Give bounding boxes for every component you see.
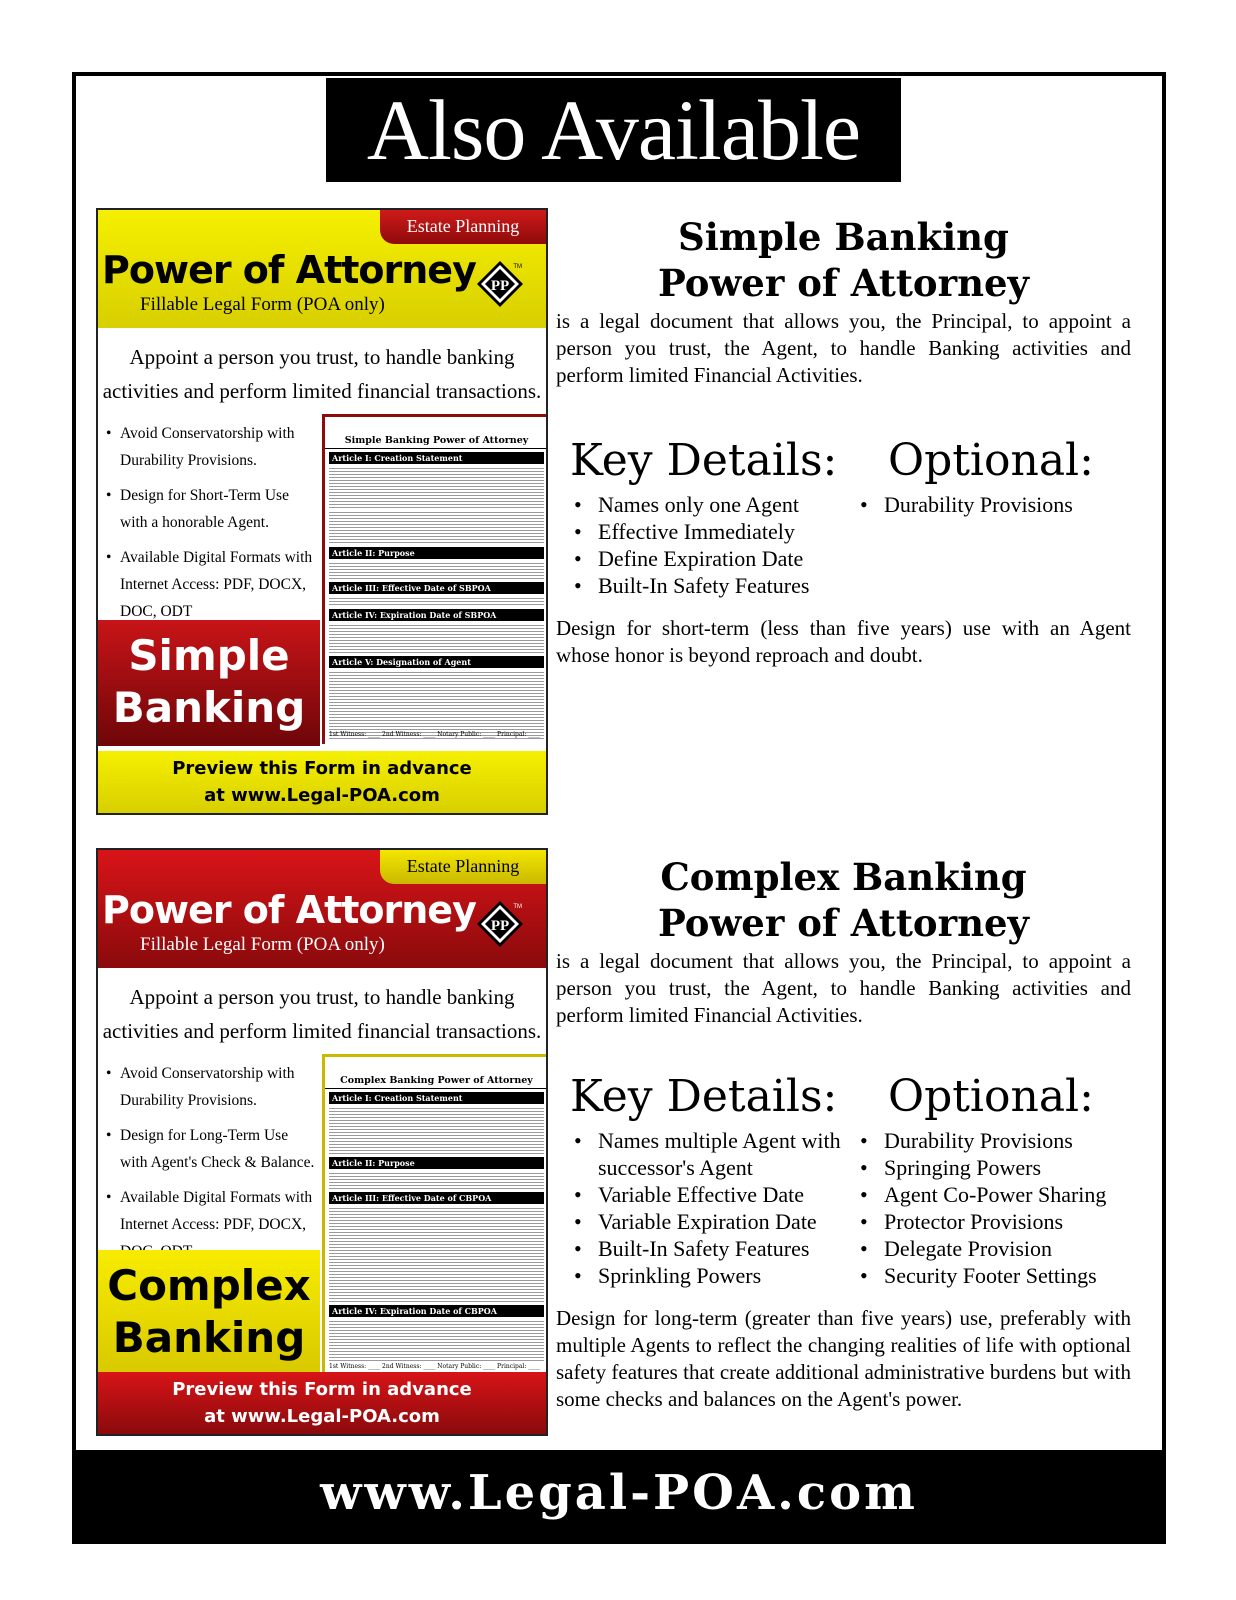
optional-heading: Optional:: [888, 435, 1094, 486]
logo-tm: TM: [513, 264, 522, 270]
key-detail-item: • Sprinkling Powers: [570, 1262, 860, 1289]
logo-tm: TM: [513, 904, 522, 910]
key-detail-item: • Variable Effective Date: [570, 1181, 860, 1208]
preview-text: Preview this Form in advance: [172, 1379, 472, 1400]
logo-text: PP: [490, 278, 510, 294]
footer-url-link[interactable]: www.Legal-POA.com: [76, 1450, 1162, 1540]
page-frame: [72, 72, 1166, 1544]
product-closing: Design for short-term (less than five years) use with an Agent whose honor is beyond reproach and doubt.: [556, 616, 1131, 667]
key-details-column: [570, 1073, 860, 1289]
optional-item: • Security Footer Settings: [856, 1262, 1131, 1289]
key-detail-item: • Define Expiration Date: [570, 545, 860, 572]
key-details-heading: Key Details:: [570, 435, 838, 486]
product-title: [556, 854, 1131, 946]
preview-url: at www.Legal-POA.com: [204, 1406, 440, 1427]
card-heading: Power of Attorney: [102, 888, 476, 932]
card-bullet: • Avoid Conservatorship with Durability Provisions.: [102, 420, 318, 474]
form-preview-thumbnail: [322, 1054, 548, 1376]
card-subheading: Fillable Legal Form (POA only): [140, 294, 385, 315]
key-detail-item: • Effective Immediately: [570, 518, 860, 545]
form-article: Article I: Creation Statement: [329, 452, 544, 464]
preview-link[interactable]: [98, 751, 546, 813]
card-bullet: • Available Digital Formats with Internet Access: PDF, DOCX, DOC, ODT: [102, 544, 318, 625]
form-article: Article V: Designation of Agent: [329, 656, 544, 668]
product-name-block: [98, 620, 320, 746]
card-heading: Power of Attorney: [102, 248, 476, 292]
optional-item: • Durability Provisions: [856, 1127, 1131, 1154]
form-preview-thumbnail: [322, 414, 548, 744]
product-name-block: [98, 1250, 320, 1376]
form-article: Article III: Effective Date of SBPOA: [329, 582, 544, 594]
key-detail-item: • Names multiple Agent with successor's Agent: [570, 1127, 860, 1181]
product-title: [556, 214, 1131, 306]
preview-link[interactable]: [98, 1372, 546, 1434]
optional-item: • Springing Powers: [856, 1154, 1131, 1181]
optional-list: [856, 1127, 1131, 1289]
banner-title: Also Available: [326, 78, 901, 182]
form-signature-line: 1st Witness: ____ 2nd Witness: ____ Notary Public: ____ Principal: ____: [329, 1363, 541, 1370]
form-preview-title: Simple Banking Power of Attorney: [325, 435, 548, 449]
preview-url: at www.Legal-POA.com: [204, 785, 440, 806]
product-name-line: Banking: [112, 683, 306, 732]
form-article: Article I: Creation Statement: [329, 1092, 544, 1104]
product-name-line: Banking: [112, 1313, 306, 1362]
key-details-list: [570, 1127, 860, 1289]
optional-item: • Delegate Provision: [856, 1235, 1131, 1262]
card-bullet: • Design for Long-Term Use with Agent's Check & Balance.: [102, 1122, 318, 1176]
card-bullet-list: [102, 420, 318, 633]
product-title-line: Complex Banking: [660, 855, 1027, 899]
card-bullet: • Avoid Conservatorship with Durability Provisions.: [102, 1060, 318, 1114]
product-lead: is a legal document that allows you, the Principal, to appoint a person you trust, the Agent, to handle Banking activities and perform limited Financial Activities.: [556, 309, 1131, 387]
card-subheading: Fillable Legal Form (POA only): [140, 934, 385, 955]
key-detail-item: • Names only one Agent: [570, 491, 860, 518]
optional-list: [856, 491, 1131, 518]
optional-item: • Durability Provisions: [856, 491, 1131, 518]
complex-banking-description: [556, 854, 1131, 1413]
form-preview-title: Complex Banking Power of Attorney: [325, 1075, 548, 1089]
key-details-list: [570, 491, 860, 599]
product-lead: is a legal document that allows you, the Principal, to appoint a person you trust, the Agent, to handle Banking activities and perform limited Financial Activities.: [556, 949, 1131, 1027]
form-signature-line: 1st Witness: ____ 2nd Witness: ____ Notary Public: ____ Principal: ____: [329, 731, 541, 738]
simple-banking-product-card[interactable]: [96, 208, 548, 815]
pp-logo-icon: [476, 900, 524, 948]
card-bullet: • Design for Short-Term Use with a honorable Agent.: [102, 482, 318, 536]
estate-planning-tag: Estate Planning: [380, 850, 546, 884]
optional-column: [856, 1073, 1131, 1289]
card-bullet: • Available Digital Formats with Internet Access: PDF, DOCX,: [102, 1184, 318, 1265]
card-pitch: Appoint a person you trust, to handle banking activities and perform limited financial transactions.: [102, 985, 542, 1043]
key-detail-item: • Built-In Safety Features: [570, 572, 860, 599]
card-header: [98, 210, 546, 328]
preview-text: Preview this Form in advance: [172, 758, 472, 779]
product-name-line: Complex: [107, 1261, 311, 1310]
product-title-line: Power of Attorney: [657, 261, 1030, 305]
simple-banking-description: [556, 214, 1131, 669]
card-pitch: Appoint a person you trust, to handle banking activities and perform limited financial transactions.: [102, 345, 542, 403]
key-details-column: [570, 437, 860, 599]
pp-logo-icon: [476, 260, 524, 308]
key-details-heading: Key Details:: [570, 1071, 838, 1122]
form-article: Article II: Purpose: [329, 547, 544, 559]
optional-item: • Agent Co-Power Sharing: [856, 1181, 1131, 1208]
logo-text: PP: [490, 918, 510, 934]
optional-heading: Optional:: [888, 1071, 1094, 1122]
card-bullet-list: [102, 1060, 318, 1273]
optional-column: [856, 437, 1131, 518]
key-detail-item: • Variable Expiration Date: [570, 1208, 860, 1235]
optional-item: • Protector Provisions: [856, 1208, 1131, 1235]
card-header: [98, 850, 546, 968]
product-title-line: Power of Attorney: [657, 901, 1030, 945]
complex-banking-product-card[interactable]: [96, 848, 548, 1436]
product-title-line: Simple Banking: [678, 215, 1009, 259]
product-name-line: Simple: [128, 631, 290, 680]
product-closing: Design for long-term (greater than five years) use, preferably with multiple Agents to reflect the changing realities of life with optional safety features that create additional administrative burdens but with some checks and balances on the Agent's power.: [556, 1306, 1131, 1411]
form-article: Article II: Purpose: [329, 1157, 544, 1169]
key-detail-item: • Built-In Safety Features: [570, 1235, 860, 1262]
estate-planning-tag: Estate Planning: [380, 210, 546, 244]
form-article: Article IV: Expiration Date of SBPOA: [329, 609, 544, 621]
form-article: Article IV: Expiration Date of CBPOA: [329, 1305, 544, 1317]
form-article: Article III: Effective Date of CBPOA: [329, 1192, 544, 1204]
